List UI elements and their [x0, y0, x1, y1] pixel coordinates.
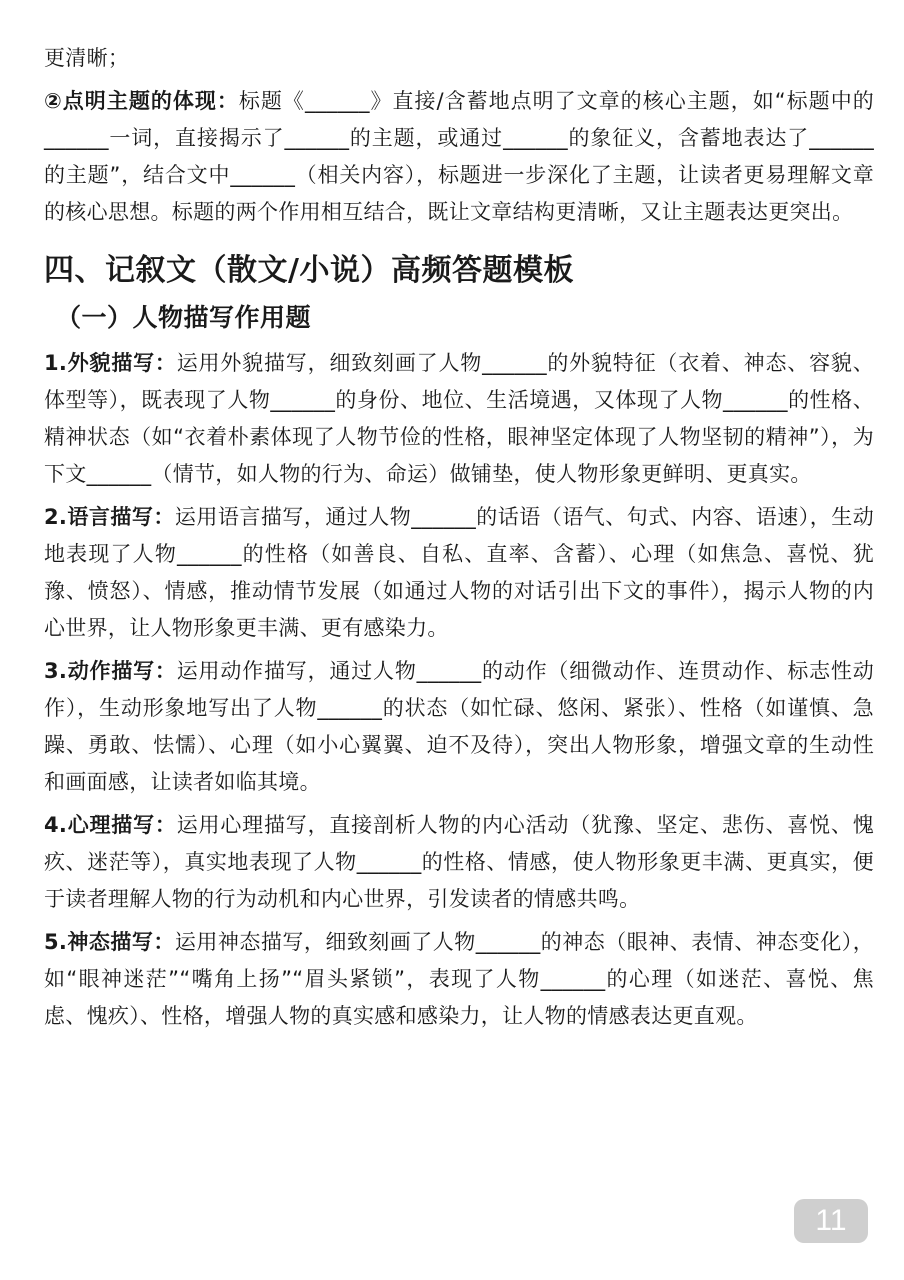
paragraph-label: 3.动作描写：	[44, 659, 177, 683]
paragraph-text: 标题《______》直接/含蓄地点明了文章的核心主题，如“标题中的______一词，直接揭示了______的主题，或通过______的象征义，含蓄地表达了______的主题”，结合文中______（相关内容），标题进一步深化了主题，让读者更易理解文章的核心思想。标题的两个作用相互结合，既让文章结构更清晰，又让主题表达更突出。	[44, 89, 875, 224]
subsection-heading: （一）人物描写作用题	[56, 303, 312, 332]
paragraph-label: 1.外貌描写：	[44, 351, 177, 375]
paragraph-label: 5.神态描写：	[44, 930, 175, 954]
paragraph-text: 运用语言描写，通过人物______的话语（语气、句式、内容、语速），生动地表现了人物______的性格（如善良、自私、直率、含蓄）、心理（如焦急、喜悦、犹豫、愤怒）、情感，推动情节发展（如通过人物的对话引出下文的事件），揭示人物的内心世界，让人物形象更丰满、更有感染力。	[44, 505, 874, 640]
paragraph-action	[44, 653, 874, 801]
intro-fragment: 更清晰；	[44, 46, 130, 70]
document-page	[44, 40, 874, 1035]
page-number-badge: 11	[794, 1199, 868, 1243]
paragraph-text: 运用神态描写，细致刻画了人物______的神态（眼神、表情、神态变化），如“眼神迷茫”“嘴角上扬”“眉头紧锁”，表现了人物______的心理（如迷茫、喜悦、焦虑、愧疚）、性格，增强人物的真实感和感染力，让人物的情感表达更直观。	[44, 930, 874, 1028]
paragraph-label: 2.语言描写：	[44, 505, 175, 529]
paragraph-text: 运用动作描写，通过人物______的动作（细微动作、连贯动作、标志性动作），生动形象地写出了人物______的状态（如忙碌、悠闲、紧张）、性格（如谨慎、急躁、勇敢、怯懦）、心理（如小心翼翼、迫不及待），突出人物形象，增强文章的生动性和画面感，让读者如临其境。	[44, 659, 874, 794]
paragraph-label: ②点明主题的体现：	[44, 89, 239, 113]
paragraph-title-theme	[44, 83, 874, 231]
paragraph-language	[44, 499, 874, 647]
paragraph-expression	[44, 924, 874, 1035]
section-heading: 四、记叙文（散文/小说）高频答题模板	[44, 253, 574, 288]
paragraph-label: 4.心理描写：	[44, 813, 177, 837]
paragraph-psychology	[44, 807, 874, 918]
paragraph-appearance	[44, 345, 874, 493]
paragraph-text: 运用外貌描写，细致刻画了人物______的外貌特征（衣着、神态、容貌、体型等），既表现了人物______的身份、地位、生活境遇，又体现了人物______的性格、精神状态（如“衣着朴素体现了人物节俭的性格，眼神坚定体现了人物坚韧的精神”），为下文______（情节，如人物的行为、命运）做铺垫，使人物形象更鲜明、更真实。	[44, 351, 874, 486]
paragraph-text: 运用心理描写，直接剖析人物的内心活动（犹豫、坚定、悲伤、喜悦、愧疚、迷茫等），真实地表现了人物______的性格、情感，使人物形象更丰满、更真实，便于读者理解人物的行为动机和内心世界，引发读者的情感共鸣。	[44, 813, 874, 911]
